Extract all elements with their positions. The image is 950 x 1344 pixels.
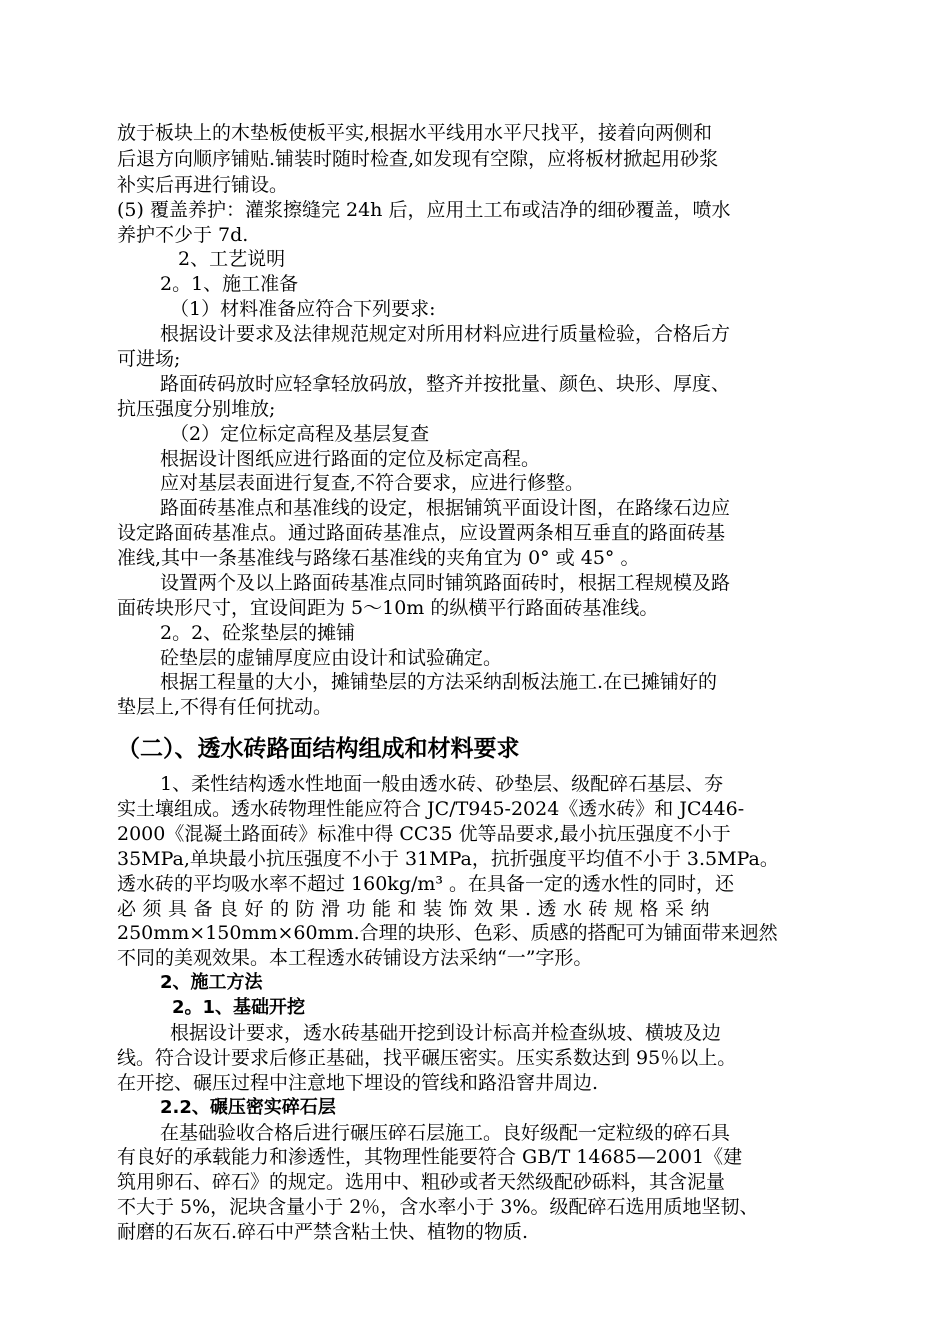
paragraph-line: 根据工程量的大小，摊铺垫层的方法采纳刮板法施工.在已摊铺好的 bbox=[160, 671, 718, 693]
paragraph-line: 在开挖、碾压过程中注意地下埋设的管线和路沿窨井周边. bbox=[117, 1072, 599, 1094]
paragraph-line: 2000《混凝土路面砖》标准中得 CC35 优等品要求,最小抗压强度不小于 bbox=[117, 823, 731, 845]
paragraph-line: 应对基层表面进行复查,不符合要求，应进行修整。 bbox=[160, 472, 585, 494]
paragraph-line: (5) 覆盖养护：灌浆擦缝完 24h 后，应用土工布或洁净的细砂覆盖，喷水 bbox=[117, 199, 731, 221]
paragraph-line: 设置两个及以上路面砖基准点同时铺筑路面砖时，根据工程规模及路 bbox=[160, 572, 731, 594]
subsection-title: 2。2、砼浆垫层的摊铺 bbox=[160, 622, 356, 644]
paragraph-line: 筑用卵石、碎石》的规定。选用中、粗砂或者天然级配砂砾料，其含泥量 bbox=[117, 1171, 726, 1193]
paragraph-line: 根据设计要求及法律规范规定对所用材料应进行质量检验，合格后方 bbox=[160, 323, 731, 345]
paragraph-line: 设定路面砖基准点。通过路面砖基准点，应设置两条相互垂直的路面砖基 bbox=[117, 522, 726, 544]
paragraph-line: 养护不少于 7d. bbox=[117, 224, 249, 246]
paragraph-line: 砼垫层的虚铺厚度应由设计和试验确定。 bbox=[160, 647, 503, 669]
paragraph-line: 路面砖码放时应轻拿轻放码放，整齐并按批量、颜色、块形、厚度、 bbox=[160, 373, 731, 395]
paragraph-line: 透水砖的平均吸水率不超过 160kg/m³ 。在具备一定的透水性的同时，还 bbox=[117, 873, 735, 895]
paragraph-line: 准线,其中一条基准线与路缘石基准线的夹角宜为 0° 或 45° 。 bbox=[117, 547, 640, 569]
section-heading: （二）、透水砖路面结构组成和材料要求 bbox=[117, 736, 520, 762]
subsection-title: 2。1、施工准备 bbox=[160, 273, 299, 295]
paragraph-line: 在基础验收合格后进行碾压碎石层施工。良好级配一定粒级的碎石具 bbox=[160, 1122, 731, 1144]
paragraph-line: 根据设计图纸应进行路面的定位及标定高程。 bbox=[160, 448, 541, 470]
list-item-title: （1）材料准备应符合下列要求: bbox=[170, 298, 436, 320]
paragraph-line: 面砖块形尺寸，宜设间距为 5～10m 的纵横平行路面砖基准线。 bbox=[117, 597, 659, 619]
paragraph-line: 垫层上,不得有任何扰动。 bbox=[117, 696, 333, 718]
paragraph-line: 抗压强度分别堆放; bbox=[117, 398, 276, 420]
paragraph-line: 有良好的承载能力和渗透性，其物理性能要符合 GB/T 14685—2001《建 bbox=[117, 1146, 743, 1168]
subsection-heading: 2、施工方法 bbox=[160, 972, 263, 993]
paragraph-line: 路面砖基准点和基准线的设定，根据铺筑平面设计图，在路缘石边应 bbox=[160, 497, 731, 519]
paragraph-line: 补实后再进行铺设。 bbox=[117, 174, 289, 196]
paragraph-line: 250mm×150mm×60mm.合理的块形、色彩、质感的搭配可为铺面带来迥然 bbox=[117, 922, 778, 944]
paragraph-line: 可进场; bbox=[117, 348, 181, 370]
section-title: 2、工艺说明 bbox=[178, 248, 286, 270]
paragraph-line: 35MPa,单块最小抗压强度不小于 31MPa，抗折强度平均值不小于 3.5MPa。 bbox=[117, 848, 779, 870]
subsection-heading: 2.2、碾压密实碎石层 bbox=[160, 1097, 336, 1118]
paragraph-line: 1、柔性结构透水性地面一般由透水砖、砂垫层、级配碎石基层、夯 bbox=[160, 773, 724, 795]
paragraph-line: 耐磨的石灰石.碎石中严禁含粘土快、植物的物质. bbox=[117, 1221, 529, 1243]
subsection-heading: 2。1、基础开挖 bbox=[172, 997, 306, 1018]
paragraph-line: 必须具备良好的防滑功能和装饰效果.透水砖规格采纳 bbox=[117, 898, 717, 920]
paragraph-line: 线。符合设计要求后修正基础，找平碾压密实。压实系数达到 95％以上。 bbox=[117, 1047, 737, 1069]
paragraph-line: 不同的美观效果。本工程透水砖铺设方法采纳“一”字形。 bbox=[117, 947, 593, 969]
paragraph-line: 放于板块上的木垫板使板平实,根据水平线用水平尺找平，接着向两侧和 bbox=[117, 122, 713, 144]
paragraph-line: 不大于 5%，泥块含量小于 2％，含水率小于 3%。级配碎石选用质地坚韧、 bbox=[117, 1196, 759, 1218]
paragraph-line: 根据设计要求，透水砖基础开挖到设计标高并检查纵坡、横坡及边 bbox=[170, 1022, 722, 1044]
paragraph-line: 后退方向顺序铺贴.铺装时随时检查,如发现有空隙，应将板材掀起用砂浆 bbox=[117, 148, 719, 170]
list-item-title: （2）定位标定高程及基层复查 bbox=[170, 423, 430, 445]
paragraph-line: 实土壤组成。透水砖物理性能应符合 JC/T945-2024《透水砖》和 JC446- bbox=[117, 798, 745, 820]
